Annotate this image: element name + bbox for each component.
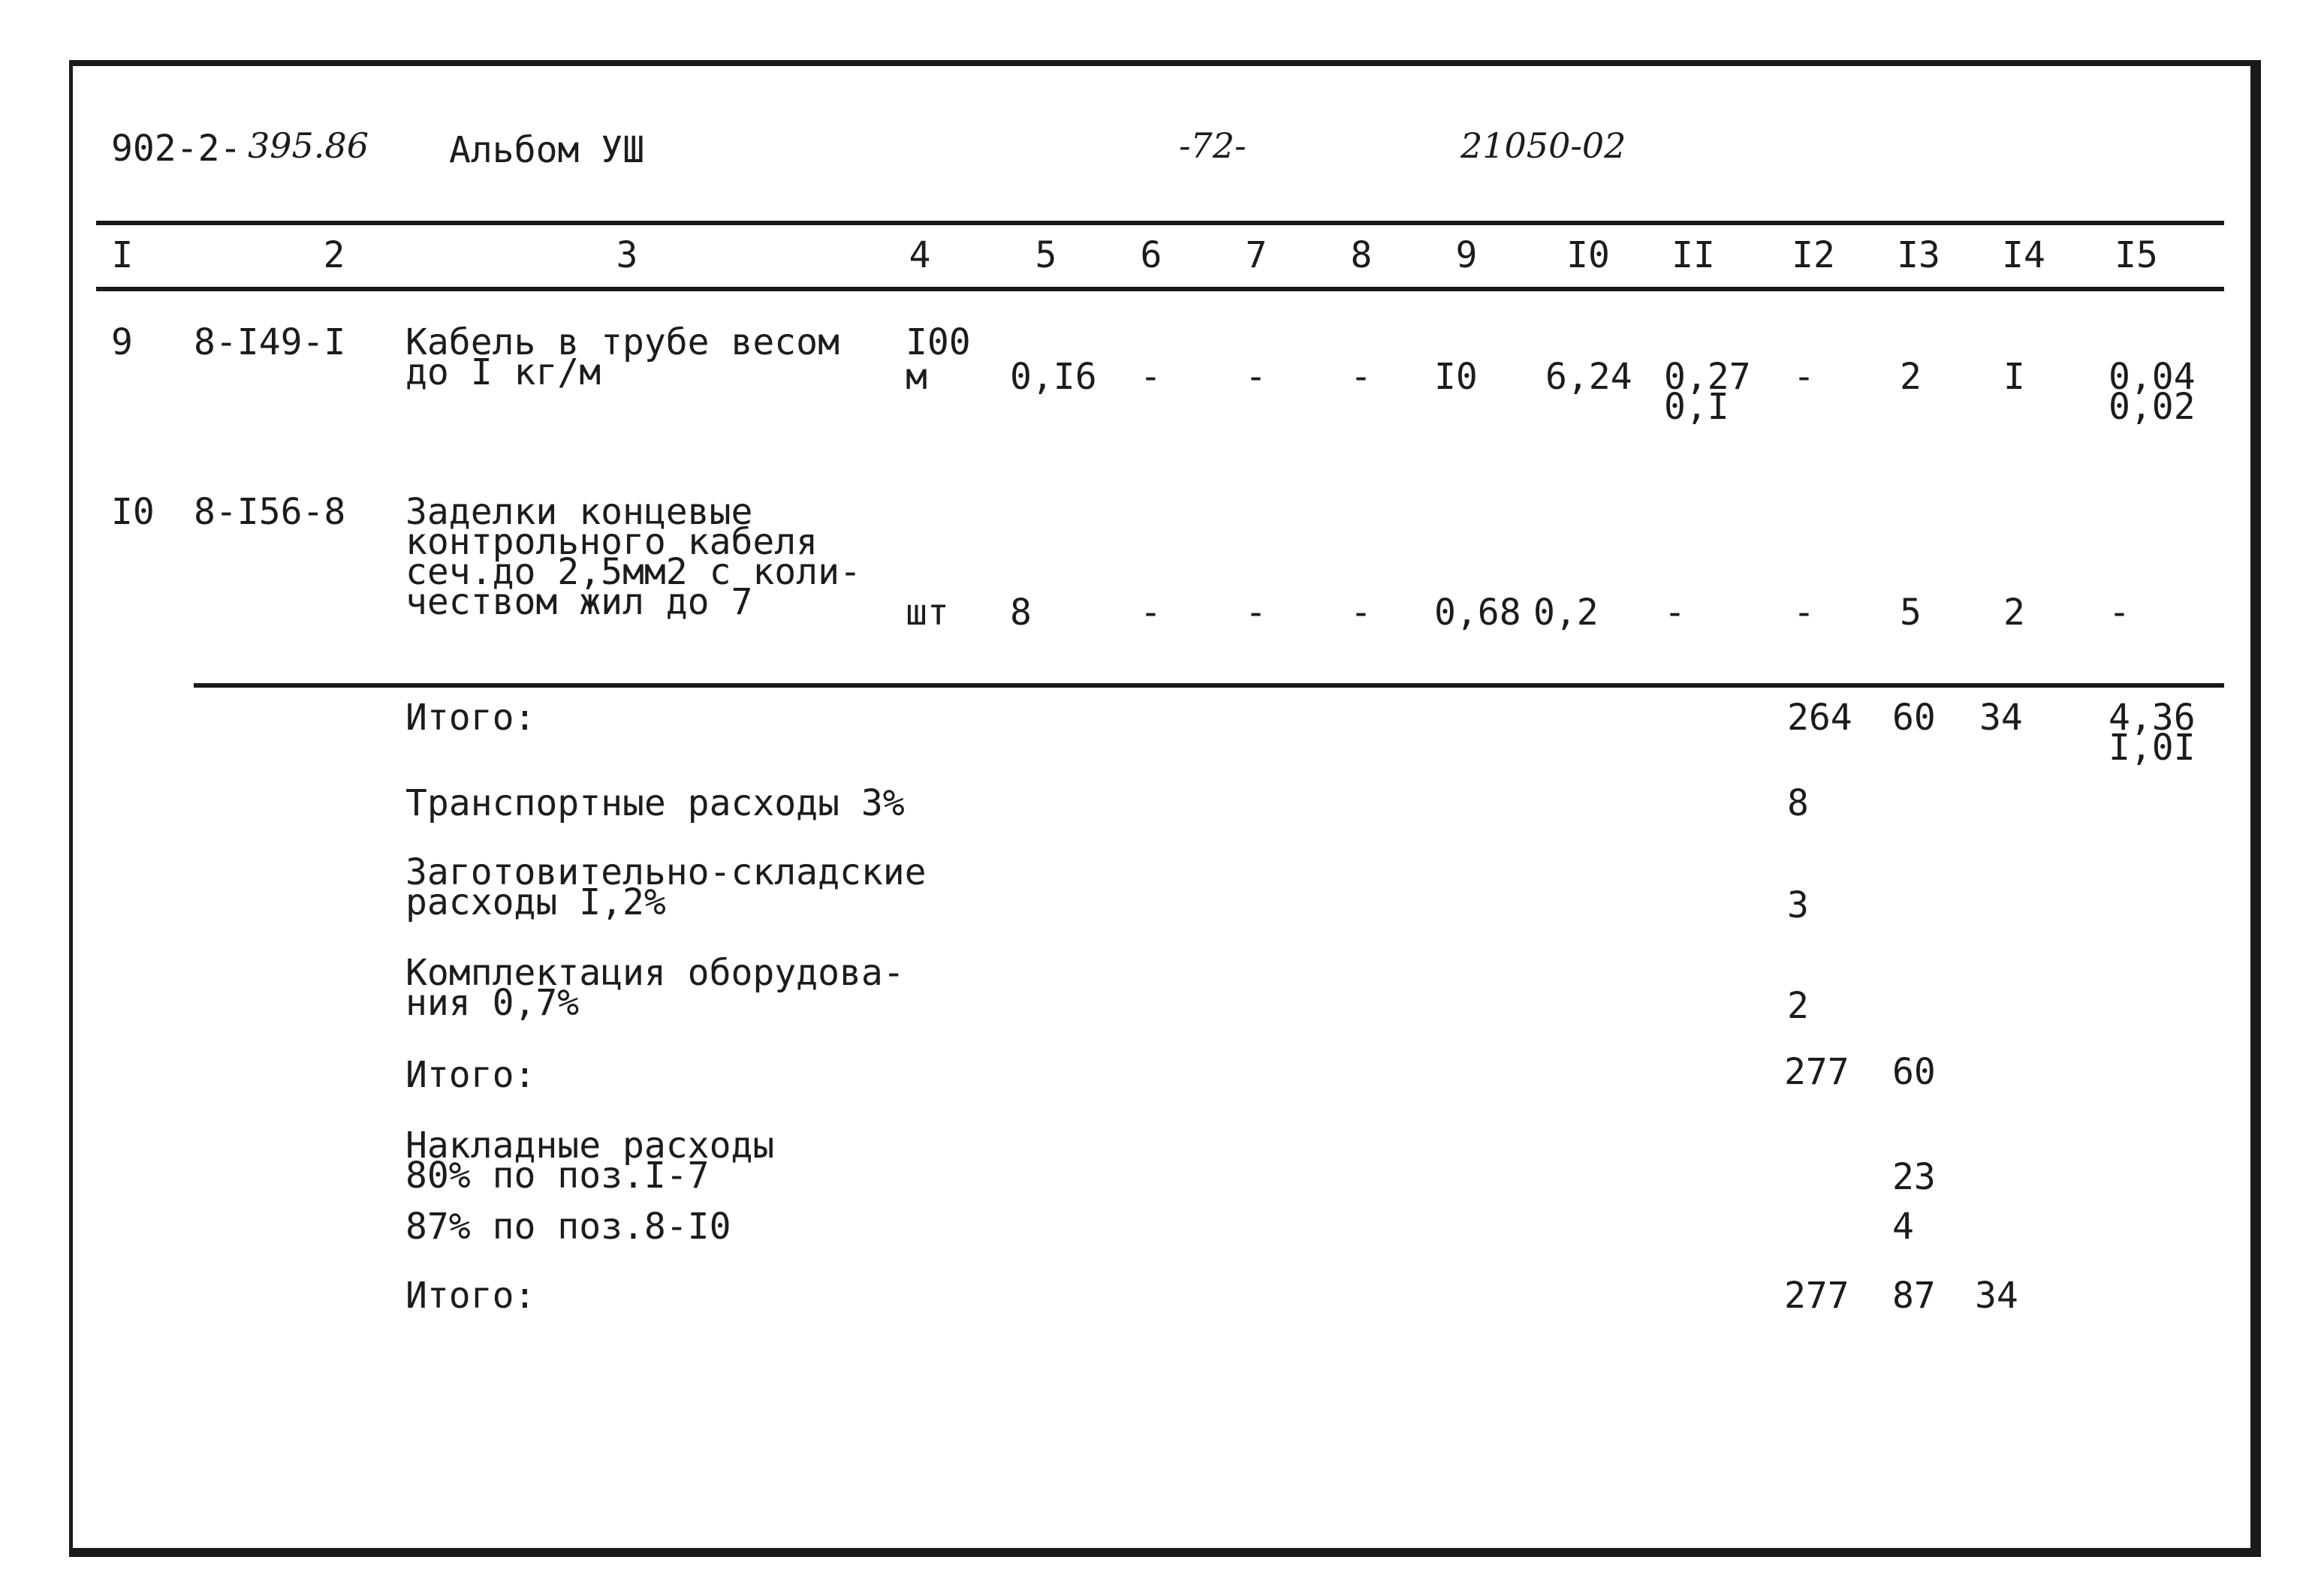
cell-col12: - <box>1793 592 1815 634</box>
transport-costs-col12: 8 <box>1787 782 1809 824</box>
summary-total-col13: 60 <box>1892 697 1936 739</box>
summary-total-col15: I,0I <box>2109 727 2196 769</box>
overhead-costs-col13: 23 <box>1892 1156 1936 1198</box>
summary-total-label: Итого: <box>405 1054 536 1096</box>
cell-col15: - <box>2109 592 2130 634</box>
row-description: Кабель в трубе весом <box>405 321 840 363</box>
summary-total-col12: 277 <box>1784 1275 1849 1317</box>
transport-costs-label: Транспортные расходы 3% <box>405 782 905 824</box>
storage-costs-label: расходы I,2% <box>405 881 666 923</box>
row-number: I0 <box>111 491 155 533</box>
cell-col9: 0,68 <box>1434 592 1521 634</box>
column-header: I2 <box>1792 234 1835 276</box>
cell-col11: - <box>1664 592 1686 634</box>
summary-divider <box>194 683 2224 688</box>
cell-col5: 8 <box>1010 592 1032 634</box>
summary-total-label: Итого: <box>405 1275 536 1317</box>
doc-prefix: 902-2- <box>111 128 242 170</box>
row-unit: шт <box>906 592 949 634</box>
column-header: I0 <box>1566 234 1610 276</box>
summary-total-col14: 34 <box>1979 697 2023 739</box>
equipment-costs-col12: 2 <box>1787 985 1809 1027</box>
equipment-costs-label: ния 0,7% <box>405 982 580 1024</box>
summary-total-col12: 264 <box>1787 697 1852 739</box>
cell-col8: - <box>1350 356 1372 398</box>
cell-col7: - <box>1245 592 1267 634</box>
cell-col11: 0,I <box>1664 386 1729 428</box>
cell-col11: 0,27 <box>1664 356 1751 398</box>
summary-total-col12: 277 <box>1784 1051 1849 1093</box>
column-header: I5 <box>2115 234 2158 276</box>
row-code: 8-I56-8 <box>194 491 346 533</box>
row-number: 9 <box>111 321 133 363</box>
cell-col12: - <box>1793 356 1815 398</box>
page-number: -72- <box>1179 125 1246 166</box>
cell-col6: - <box>1140 592 1162 634</box>
overhead-costs-label: Накладные расходы <box>405 1125 775 1167</box>
document-frame <box>69 60 2261 1557</box>
cell-col13: 5 <box>1900 592 1922 634</box>
column-header: 2 <box>323 234 345 276</box>
document-code: 21050-02 <box>1460 125 1626 166</box>
row-code: 8-I49-I <box>194 321 346 363</box>
overhead-costs-col13: 4 <box>1892 1206 1914 1248</box>
cell-col14: I <box>2003 356 2025 398</box>
album-title: Альбом УШ <box>449 129 645 171</box>
cell-col15: 0,02 <box>2109 386 2196 428</box>
column-header: I3 <box>1897 234 1940 276</box>
overhead-costs-label: 80% по поз.I-7 <box>405 1155 710 1197</box>
doc-number-handwritten: 395.86 <box>248 125 369 166</box>
cell-col13: 2 <box>1900 356 1922 398</box>
column-header: 7 <box>1245 234 1268 276</box>
row-unit: I00 <box>906 321 971 363</box>
column-header: 4 <box>909 234 931 276</box>
summary-total-col13: 87 <box>1892 1275 1936 1317</box>
row-description: до I кг/м <box>405 351 601 393</box>
cell-col10: 6,24 <box>1545 356 1632 398</box>
summary-total-label: Итого: <box>405 697 536 739</box>
cell-col14: 2 <box>2003 592 2025 634</box>
storage-costs-col12: 3 <box>1787 884 1809 926</box>
cell-col8: - <box>1350 592 1372 634</box>
summary-total-col13: 60 <box>1892 1051 1936 1093</box>
column-header: 3 <box>616 234 638 276</box>
column-header: I4 <box>2002 234 2045 276</box>
cell-col9: I0 <box>1434 356 1478 398</box>
column-header: 6 <box>1140 234 1162 276</box>
equipment-costs-label: Комплектация оборудова- <box>405 952 905 994</box>
column-header: 8 <box>1350 234 1373 276</box>
overhead-costs-label: 87% по поз.8-I0 <box>405 1206 731 1248</box>
summary-total-col14: 34 <box>1975 1275 2018 1317</box>
storage-costs-label: Заготовительно-складские <box>405 851 927 893</box>
summary-total-col15: 4,36 <box>2109 697 2196 739</box>
header-top-rule <box>96 221 2224 225</box>
column-header: 9 <box>1455 234 1478 276</box>
column-header: II <box>1671 234 1715 276</box>
cell-col6: - <box>1140 356 1162 398</box>
row-unit: м <box>906 356 927 398</box>
row-description: сеч.до 2,5мм2 с коли- <box>405 551 861 593</box>
cell-col10: 0,2 <box>1533 592 1599 634</box>
header-bottom-rule <box>96 287 2224 291</box>
row-description: Заделки концевые <box>405 491 753 533</box>
cell-col7: - <box>1245 356 1267 398</box>
row-description: чеством жил до 7 <box>405 581 753 623</box>
cell-col15: 0,04 <box>2109 356 2196 398</box>
column-header: I <box>111 234 134 276</box>
row-description: контрольного кабеля <box>405 521 818 563</box>
cell-col5: 0,I6 <box>1010 356 1097 398</box>
column-header: 5 <box>1035 234 1057 276</box>
